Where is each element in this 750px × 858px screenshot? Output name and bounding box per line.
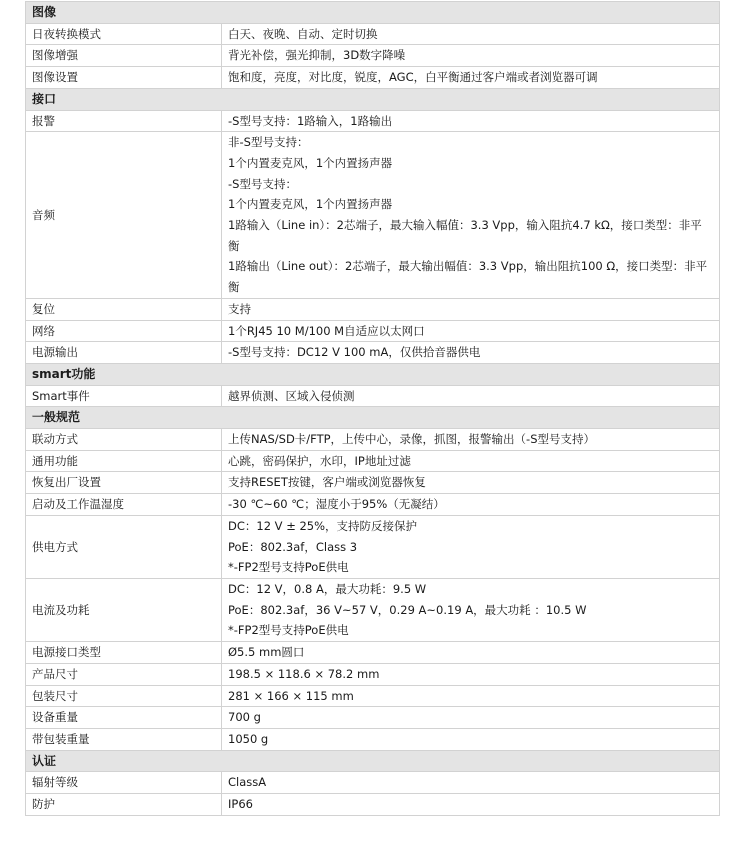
spec-key: 联动方式 [26,429,222,451]
spec-table-body [26,2,720,816]
spec-key: 包装尺寸 [26,685,222,707]
spec-value [222,429,720,451]
section-header-row [26,750,720,772]
spec-value [222,385,720,407]
spec-value-line: 背光补偿，强光抑制，3D数字降噪 [228,48,406,63]
spec-row [26,132,720,299]
section-title: 认证 [26,750,720,772]
spec-value [222,320,720,342]
spec-row [26,67,720,89]
section-title: 一般规范 [26,407,720,429]
spec-row [26,685,720,707]
spec-row [26,23,720,45]
spec-key: 日夜转换模式 [26,23,222,45]
spec-value [222,515,720,578]
section-header-row [26,2,720,24]
spec-key: 电源输出 [26,342,222,364]
spec-key: 图像增强 [26,45,222,67]
spec-value [222,772,720,794]
spec-value-line: DC：12 V ± 25%，支持防反接保护 [228,518,418,533]
spec-key: 启动及工作温湿度 [26,494,222,516]
spec-value [222,67,720,89]
spec-key: 供电方式 [26,515,222,578]
spec-table [25,1,720,816]
spec-key: 图像设置 [26,67,222,89]
spec-value [222,45,720,67]
spec-key: 辐射等级 [26,772,222,794]
spec-row [26,494,720,516]
spec-row [26,515,720,578]
spec-value-line: Ø5.5 mm圆口 [228,645,305,660]
spec-value-line: -S型号支持： [228,176,297,191]
spec-row [26,320,720,342]
spec-value [222,663,720,685]
spec-value [222,342,720,364]
spec-value-line: 281 × 166 × 115 mm [228,688,354,703]
spec-value [222,728,720,750]
spec-value-line: 上传NAS/SD卡/FTP，上传中心，录像，抓图，报警输出（-S型号支持） [228,432,595,447]
spec-value-line: IP66 [228,797,253,812]
spec-row [26,472,720,494]
section-header-row [26,407,720,429]
spec-key: 网络 [26,320,222,342]
spec-row [26,663,720,685]
spec-row [26,794,720,816]
spec-value-line: 白天、夜晚、自动、定时切换 [228,26,378,41]
spec-value [222,110,720,132]
spec-key: 设备重量 [26,707,222,729]
spec-value-line: -30 ℃~60 ℃；湿度小于95%（无凝结） [228,497,445,512]
spec-value-line: 198.5 × 118.6 × 78.2 mm [228,666,380,681]
spec-row [26,110,720,132]
spec-row [26,707,720,729]
spec-value-line: 越界侦测、区域入侵侦测 [228,388,355,403]
section-title: 接口 [26,88,720,110]
section-header-row [26,88,720,110]
spec-value-line: 1个内置麦克风，1个内置扬声器 [228,155,393,170]
spec-value [222,298,720,320]
spec-row [26,429,720,451]
spec-value-line: 支持RESET按键，客户端或浏览器恢复 [228,475,426,490]
spec-value [222,794,720,816]
spec-value-line: DC：12 V，0.8 A，最大功耗：9.5 W [228,581,427,596]
spec-value-line: 1路输出（Line out）：2芯端子，最大输出幅值：3.3 Vpp，输出阻抗100 Ω，接口类型：非平衡 [228,259,708,295]
section-title: smart功能 [26,363,720,385]
spec-value-line: 1050 g [228,731,269,746]
spec-row [26,728,720,750]
spec-row [26,642,720,664]
spec-value [222,23,720,45]
spec-key: 音频 [26,132,222,299]
spec-value-line: ClassA [228,775,267,790]
spec-value [222,472,720,494]
spec-value [222,494,720,516]
spec-key: 恢复出厂设置 [26,472,222,494]
spec-value-line: 1路输入（Line in）：2芯端子，最大输入幅值：3.3 Vpp，输入阻抗4.7 kΩ，接口类型：非平衡 [228,218,702,253]
spec-value-line: 心跳，密码保护，水印，IP地址过滤 [228,453,411,468]
spec-value-line: 非-S型号支持： [228,135,309,150]
spec-row [26,298,720,320]
spec-value-line: *-FP2型号支持PoE供电 [228,560,349,575]
spec-value-line: 1个内置麦克风，1个内置扬声器 [228,197,393,212]
spec-key: 带包装重量 [26,728,222,750]
spec-key: Smart事件 [26,385,222,407]
spec-value-line: 700 g [228,710,261,725]
spec-value [222,642,720,664]
spec-value-line: 饱和度，亮度，对比度，锐度，AGC，白平衡通过客户端或者浏览器可调 [228,70,598,85]
spec-value [222,450,720,472]
spec-row [26,578,720,641]
spec-value-line: -S型号支持：1路输入，1路输出 [228,113,393,128]
section-header-row [26,363,720,385]
spec-key: 产品尺寸 [26,663,222,685]
spec-value-line: 1个RJ45 10 M/100 M自适应以太网口 [228,323,425,338]
spec-value [222,578,720,641]
spec-value-line: *-FP2型号支持PoE供电 [228,623,349,638]
spec-row [26,45,720,67]
spec-key: 电源接口类型 [26,642,222,664]
spec-value [222,132,720,299]
spec-key: 复位 [26,298,222,320]
spec-row [26,772,720,794]
spec-key: 防护 [26,794,222,816]
spec-value [222,707,720,729]
spec-row [26,385,720,407]
spec-value-line: PoE：802.3af，Class 3 [228,539,358,554]
section-title: 图像 [26,2,720,24]
spec-key: 报警 [26,110,222,132]
spec-key: 通用功能 [26,450,222,472]
spec-value-line: PoE：802.3af，36 V~57 V，0.29 A~0.19 A，最大功耗 ：10.5 W [228,602,587,617]
spec-key: 电流及功耗 [26,578,222,641]
spec-value [222,685,720,707]
spec-row [26,342,720,364]
spec-row [26,450,720,472]
spec-value-line: 支持 [228,301,251,316]
spec-value-line: -S型号支持：DC12 V 100 mA，仅供拾音器供电 [228,345,481,360]
